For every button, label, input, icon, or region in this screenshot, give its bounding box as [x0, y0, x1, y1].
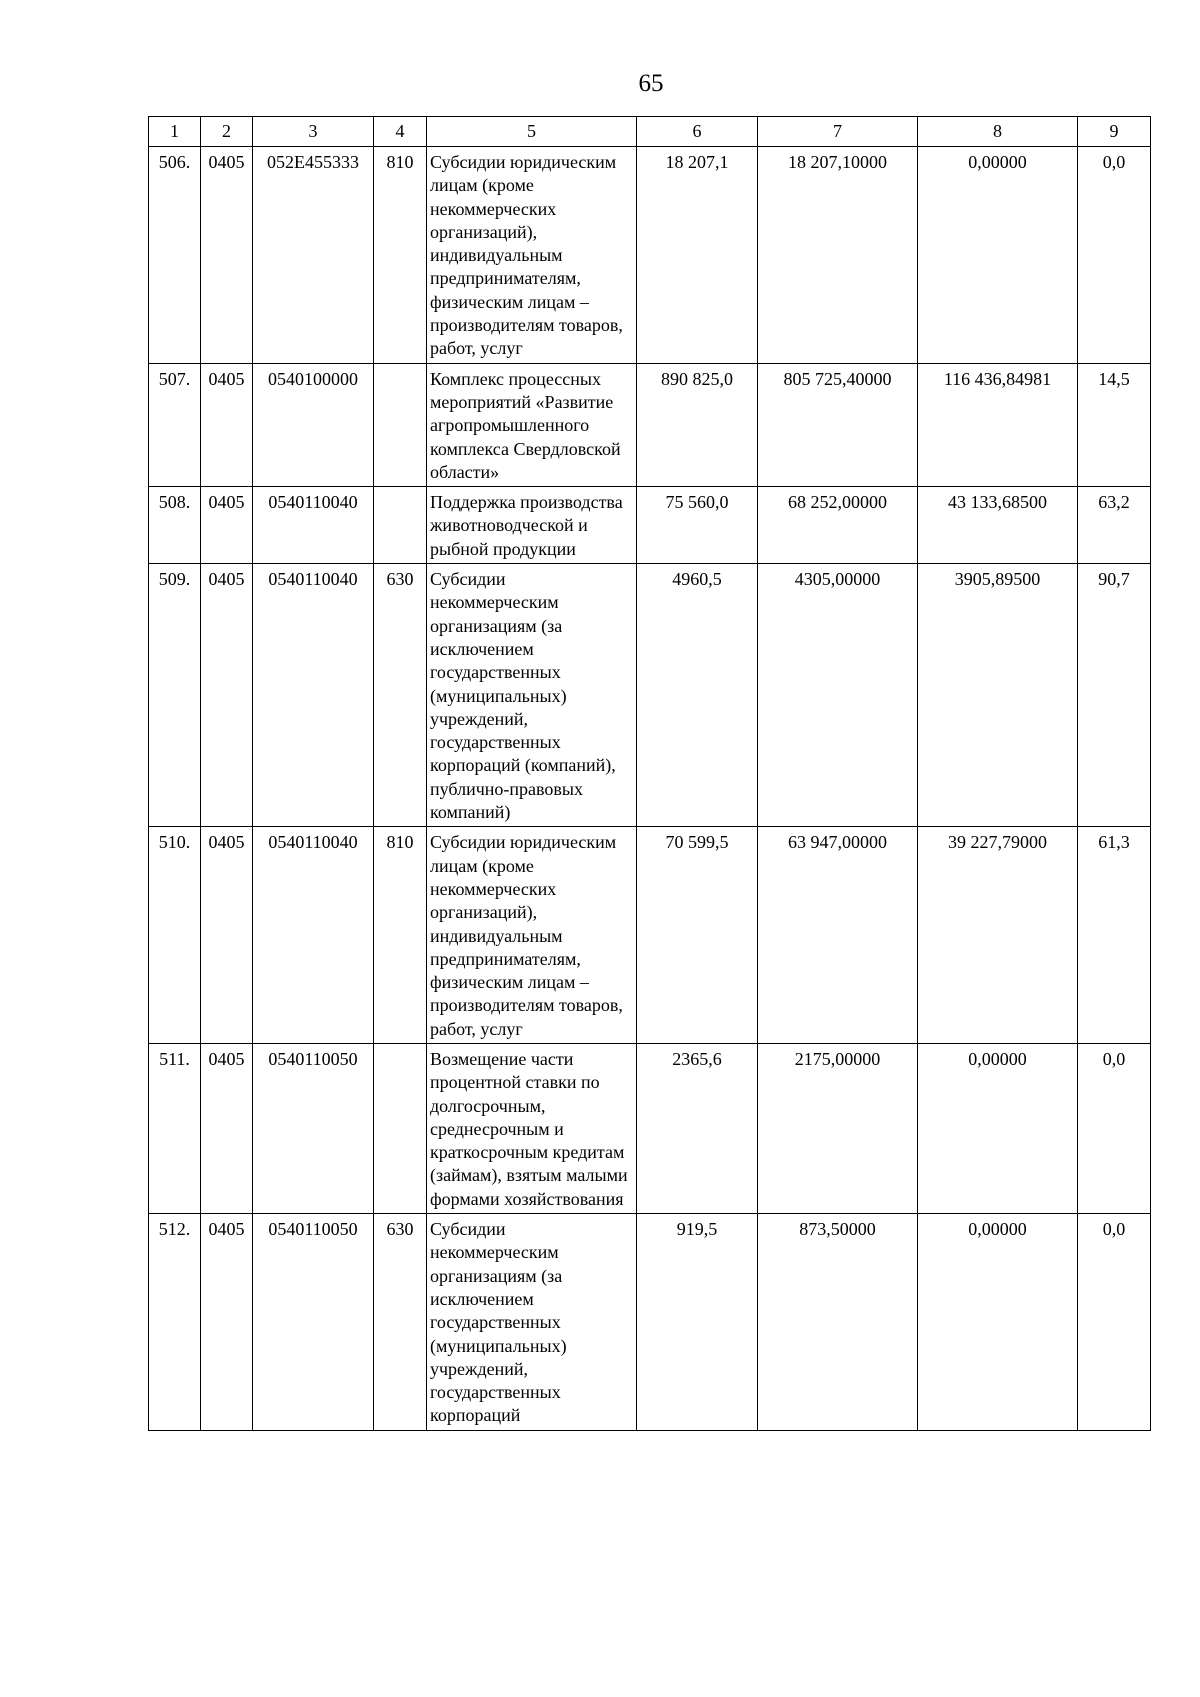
- row-number: 507.: [149, 363, 201, 486]
- row-number: 508.: [149, 487, 201, 564]
- target-code: 052E455333: [253, 147, 374, 364]
- table-row: [149, 363, 1151, 486]
- expense-type: [374, 363, 427, 486]
- table-row: [149, 487, 1151, 564]
- column-header: 3: [253, 117, 374, 147]
- row-number: 510.: [149, 827, 201, 1044]
- value-col8: 39 227,79000: [918, 827, 1078, 1044]
- row-number: 512.: [149, 1214, 201, 1431]
- section-code: 0405: [201, 487, 253, 564]
- expense-type: [374, 1043, 427, 1213]
- item-name: Субсидии некоммерческим организациям (за исключением государственных (муниципальных) учреждений, государственных корпораций: [427, 1214, 637, 1431]
- table-header-row: [149, 117, 1151, 147]
- column-header: 5: [427, 117, 637, 147]
- budget-table: [148, 116, 1151, 1431]
- table-row: [149, 827, 1151, 1044]
- value-col7: 18 207,10000: [758, 147, 918, 364]
- target-code: 0540110040: [253, 564, 374, 827]
- value-col7: 2175,00000: [758, 1043, 918, 1213]
- value-col9: 0,0: [1078, 1043, 1151, 1213]
- value-col9: 61,3: [1078, 827, 1151, 1044]
- column-header: 7: [758, 117, 918, 147]
- column-header: 2: [201, 117, 253, 147]
- section-code: 0405: [201, 564, 253, 827]
- column-header: 6: [637, 117, 758, 147]
- value-col8: 0,00000: [918, 1043, 1078, 1213]
- item-name: Субсидии некоммерческим организациям (за исключением государственных (муниципальных) учреждений, государственных корпораций (компаний), публично-правовых компаний): [427, 564, 637, 827]
- value-col7: 4305,00000: [758, 564, 918, 827]
- value-col8: 0,00000: [918, 147, 1078, 364]
- value-col7: 68 252,00000: [758, 487, 918, 564]
- section-code: 0405: [201, 827, 253, 1044]
- value-col9: 14,5: [1078, 363, 1151, 486]
- value-col6: 919,5: [637, 1214, 758, 1431]
- column-header: 8: [918, 117, 1078, 147]
- expense-type: 810: [374, 827, 427, 1044]
- expense-type: 810: [374, 147, 427, 364]
- column-header: 1: [149, 117, 201, 147]
- target-code: 0540110040: [253, 827, 374, 1044]
- expense-type: [374, 487, 427, 564]
- page-number: 65: [638, 70, 664, 97]
- row-number: 511.: [149, 1043, 201, 1213]
- value-col6: 75 560,0: [637, 487, 758, 564]
- row-number: 509.: [149, 564, 201, 827]
- row-number: 506.: [149, 147, 201, 364]
- value-col7: 805 725,40000: [758, 363, 918, 486]
- table-row: [149, 1214, 1151, 1431]
- item-name: Поддержка производства животноводческой и рыбной продукции: [427, 487, 637, 564]
- table-row: [149, 1043, 1151, 1213]
- value-col8: 3905,89500: [918, 564, 1078, 827]
- section-code: 0405: [201, 1043, 253, 1213]
- section-code: 0405: [201, 363, 253, 486]
- expense-type: 630: [374, 1214, 427, 1431]
- item-name: Возмещение части процентной ставки по долгосрочным, среднесрочным и краткосрочным кредитам (займам), взятым малыми формами хозяйствования: [427, 1043, 637, 1213]
- value-col6: 2365,6: [637, 1043, 758, 1213]
- item-name: Субсидии юридическим лицам (кроме некоммерческих организаций), индивидуальным предпринимателям, физическим лицам – производителям товаров, работ, услуг: [427, 827, 637, 1044]
- value-col7: 873,50000: [758, 1214, 918, 1431]
- value-col6: 18 207,1: [637, 147, 758, 364]
- value-col6: 4960,5: [637, 564, 758, 827]
- column-header: 9: [1078, 117, 1151, 147]
- table-row: [149, 147, 1151, 364]
- expense-type: 630: [374, 564, 427, 827]
- value-col9: 63,2: [1078, 487, 1151, 564]
- value-col6: 70 599,5: [637, 827, 758, 1044]
- section-code: 0405: [201, 1214, 253, 1431]
- table-row: [149, 564, 1151, 827]
- item-name: Субсидии юридическим лицам (кроме некоммерческих организаций), индивидуальным предпринимателям, физическим лицам – производителям товаров, работ, услуг: [427, 147, 637, 364]
- target-code: 0540110040: [253, 487, 374, 564]
- target-code: 0540100000: [253, 363, 374, 486]
- section-code: 0405: [201, 147, 253, 364]
- value-col8: 116 436,84981: [918, 363, 1078, 486]
- value-col6: 890 825,0: [637, 363, 758, 486]
- value-col8: 43 133,68500: [918, 487, 1078, 564]
- value-col9: 0,0: [1078, 1214, 1151, 1431]
- value-col9: 0,0: [1078, 147, 1151, 364]
- target-code: 0540110050: [253, 1214, 374, 1431]
- value-col9: 90,7: [1078, 564, 1151, 827]
- item-name: Комплекс процессных мероприятий «Развитие агропромышленного комплекса Свердловской области»: [427, 363, 637, 486]
- target-code: 0540110050: [253, 1043, 374, 1213]
- value-col7: 63 947,00000: [758, 827, 918, 1044]
- value-col8: 0,00000: [918, 1214, 1078, 1431]
- column-header: 4: [374, 117, 427, 147]
